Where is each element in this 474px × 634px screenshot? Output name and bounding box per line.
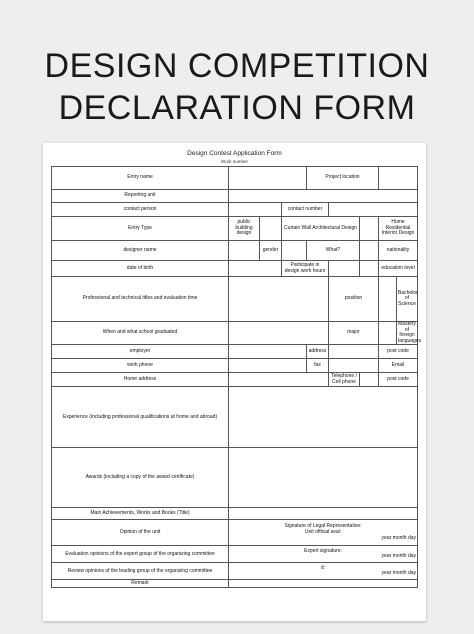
achievements-label: Main Achievements, Works and Books (Title) (52, 508, 229, 520)
contact-number-field[interactable] (329, 203, 418, 217)
degree-label: Bachelor of Science (397, 277, 418, 322)
expert-opinion-label: Evaluation opinions of the expert group of the organizing committee (52, 546, 229, 563)
education-level-label: education level (379, 261, 418, 277)
entry-name-label: Entry name (52, 167, 229, 190)
experience-label: Experience (including professional qualifications at home and abroad) (52, 387, 229, 448)
position-field[interactable] (379, 277, 397, 322)
page-title-line-2: DECLARATION FORM (58, 89, 416, 127)
post-code-label: post code (379, 345, 418, 359)
designer-name-label: designer name (52, 241, 229, 261)
opinion-unit-label: Opinion of the unit (52, 520, 229, 546)
leading-opinion-field[interactable] (229, 563, 418, 580)
remark-label: Remark (52, 580, 229, 588)
major-field[interactable] (379, 322, 397, 345)
address-label: address (307, 345, 329, 359)
form-title: Design Contest Application Form (187, 150, 282, 157)
application-form-table (51, 166, 422, 588)
work-phone-field[interactable] (229, 359, 307, 373)
experience-field[interactable] (229, 387, 418, 448)
reporting-unit-field[interactable] (229, 190, 418, 203)
school-graduated-field[interactable] (229, 322, 329, 345)
leading-date-label: year month day (381, 570, 417, 577)
home-post-code-label: post code (379, 373, 418, 387)
entry-type-public-building[interactable]: public building design (229, 217, 260, 241)
email-label: Email (379, 359, 418, 373)
entry-type-label: Entry Type (52, 217, 229, 241)
leading-seal-label: d: (320, 564, 326, 571)
fax-field[interactable] (329, 359, 379, 373)
form-sheet (43, 143, 426, 621)
designer-name-field[interactable] (229, 241, 260, 261)
work-number-label: Work number (221, 159, 248, 164)
awards-field[interactable] (229, 448, 418, 508)
work-phone-label: work phone (52, 359, 229, 373)
nationality-label: nationality (379, 241, 418, 261)
date-of-birth-label: date of birth (52, 261, 229, 277)
achievements-field[interactable] (229, 508, 418, 520)
contact-person-label: contact person (52, 203, 229, 217)
gender-label: gender (260, 241, 282, 261)
page-title-line-1: DESIGN COMPETITION (44, 47, 430, 85)
blank-cell[interactable] (360, 261, 379, 277)
project-location-label: Project location (307, 167, 379, 190)
entry-type-check-2[interactable] (360, 217, 379, 241)
participate-hours-field[interactable] (329, 261, 360, 277)
foreign-languages-label: Mastery of foreign languages (398, 321, 422, 344)
unit-date-label: year month day (381, 534, 417, 541)
address-field[interactable] (329, 345, 379, 359)
expert-date-label: year month day (381, 553, 417, 560)
participate-hours-label: Participate in design work hours (282, 261, 329, 277)
position-label: position (329, 277, 379, 322)
home-address-field[interactable] (229, 373, 329, 387)
opinion-unit-field[interactable] (229, 520, 418, 546)
signature-legal-label: Signature of Legal Representative: (284, 523, 362, 530)
employer-field[interactable] (229, 345, 307, 359)
employer-label: employer (52, 345, 229, 359)
expert-opinion-field[interactable] (229, 546, 418, 563)
contact-number-label: contact number (282, 203, 329, 217)
entry-type-home-interior[interactable]: Home Residential Interior Design (379, 217, 418, 241)
fax-label: fax (307, 359, 329, 373)
project-location-field[interactable] (379, 167, 418, 190)
home-address-label: Home address (52, 373, 229, 387)
school-graduated-label: When and what school graduated (52, 322, 229, 345)
expert-signature-label: Expert signature: (304, 547, 342, 554)
what-field[interactable] (360, 241, 379, 261)
date-of-birth-field[interactable] (229, 261, 282, 277)
telephone-cell-field[interactable] (360, 373, 379, 387)
professional-titles-label: Professional and technical titles and evaluation time (52, 277, 229, 322)
telephone-cell-label: Telephone / Cell phone (329, 373, 360, 387)
reporting-unit-label: Reporting unit (52, 190, 229, 203)
entry-type-curtain-wall[interactable]: Curtain Wall Architectural Design (282, 217, 360, 241)
entry-name-field[interactable] (229, 167, 307, 190)
remark-field[interactable] (229, 580, 418, 588)
contact-person-field[interactable] (229, 203, 282, 217)
leading-opinion-label: Review opinions of the leading group of the organizing committee (52, 563, 229, 580)
professional-titles-field[interactable] (229, 277, 329, 322)
unit-seal-label: Unit official seal: (304, 529, 342, 536)
what-label: What? (307, 241, 360, 261)
gender-field[interactable] (282, 241, 307, 261)
awards-label: Awards (including a copy of the award certificate) (52, 448, 229, 508)
entry-type-check-1[interactable] (260, 217, 282, 241)
major-label: major (329, 322, 379, 345)
